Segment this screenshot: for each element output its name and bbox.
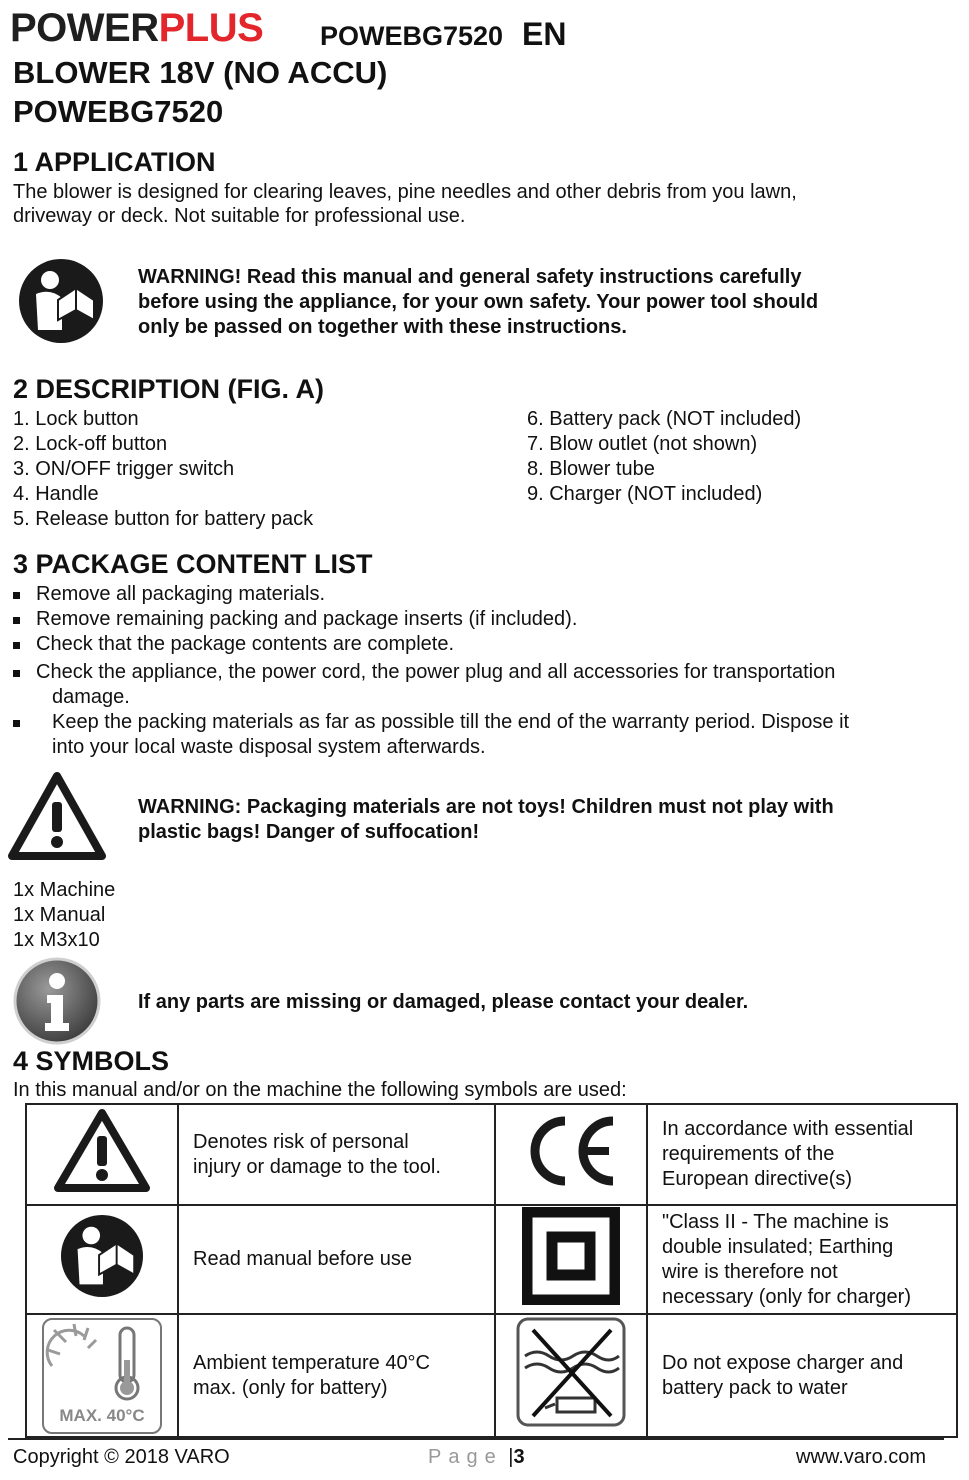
- symbol-description: [178, 1314, 495, 1437]
- bullet-text: Remove all packaging materials.: [36, 583, 326, 605]
- warning-packaging: [138, 795, 938, 845]
- bullet-marker: [13, 617, 20, 624]
- table-row: [26, 1104, 957, 1205]
- list-item: 1x Machine: [13, 879, 116, 901]
- list-item: 4. Handle: [13, 483, 99, 505]
- symbol-text-line: In accordance with essential: [662, 1118, 914, 1140]
- bullet-text: Check that the package contents are complete.: [36, 633, 455, 655]
- page-title-line2: POWEBG7520: [13, 94, 224, 129]
- package-contents: [13, 878, 115, 953]
- table-row: [26, 1314, 957, 1437]
- ce-mark-icon: [521, 1111, 621, 1191]
- symbol-text-line: Denotes risk of personal: [193, 1130, 409, 1153]
- list-item: 1x Manual: [13, 904, 106, 926]
- warning-line: WARNING! Read this manual and general safety instructions carefully: [138, 266, 802, 288]
- warning-triangle-icon: [8, 772, 106, 860]
- list-item: 3. ON/OFF trigger switch: [13, 458, 235, 480]
- list-item: 1x M3x10: [13, 929, 100, 951]
- bullet-item: [13, 660, 835, 710]
- symbol-cell: [26, 1314, 178, 1437]
- footer-website: www.varo.com: [796, 1446, 927, 1468]
- thermometer-icon: [42, 1318, 162, 1434]
- warning-read-manual: [138, 265, 938, 340]
- symbols-table: [25, 1103, 958, 1438]
- footer-page: [428, 1445, 525, 1470]
- brand-logo-part2: PLUS: [158, 6, 264, 50]
- section-heading-package: 3 PACKAGE CONTENT LIST: [13, 549, 373, 579]
- warning-triangle-icon: [52, 1108, 152, 1194]
- section-heading-application: 1 APPLICATION: [13, 147, 216, 177]
- symbols-intro: In this manual and/or on the machine the following symbols are used:: [13, 1079, 627, 1101]
- symbol-text-line: max. (only for battery): [193, 1376, 388, 1399]
- bullet-text: Check the appliance, the power cord, the power plug and all accessories for transportation: [36, 661, 836, 683]
- list-item: 2. Lock-off button: [13, 433, 168, 455]
- symbol-text-line: Do not expose charger and: [662, 1351, 904, 1374]
- footer-page-number: 3: [513, 1446, 525, 1468]
- no-water-icon: [515, 1316, 627, 1428]
- section-heading-description: 2 DESCRIPTION (FIG. A): [13, 374, 325, 404]
- bullet-item: [13, 710, 849, 760]
- symbol-description: [178, 1205, 495, 1314]
- read-manual-icon: [18, 258, 104, 344]
- bullet-item: [13, 582, 325, 607]
- read-manual-icon: [60, 1214, 144, 1298]
- warning-line: before using the appliance, for your own safety. Your power tool should: [138, 291, 819, 313]
- class-ii-icon: [522, 1207, 620, 1305]
- symbol-text-line: European directive(s): [662, 1168, 853, 1190]
- table-row: [26, 1205, 957, 1314]
- warning-line: only be passed on together with these instructions.: [138, 316, 627, 338]
- list-item: 6. Battery pack (NOT included): [527, 408, 802, 430]
- symbol-cell: [495, 1314, 647, 1437]
- description-list-left: [13, 407, 313, 532]
- symbol-text-line: "Class II - The machine is: [662, 1210, 889, 1233]
- application-text-line2: driveway or deck. Not suitable for professional use.: [13, 205, 466, 227]
- bullet-text: damage.: [52, 686, 130, 708]
- symbol-text-line: injury or damage to the tool.: [193, 1155, 441, 1178]
- bullet-item: [13, 632, 454, 657]
- symbol-cell: [26, 1205, 178, 1314]
- list-item: 5. Release button for battery pack: [13, 508, 314, 530]
- symbol-description: [647, 1205, 957, 1314]
- application-text-line1: The blower is designed for clearing leaves, pine needles and other debris from you lawn,: [13, 181, 797, 203]
- symbol-text-line: necessary (only for charger): [662, 1285, 911, 1308]
- symbol-text-line: Read manual before use: [193, 1248, 413, 1270]
- symbol-description: [647, 1314, 957, 1437]
- bullet-text: into your local waste disposal system afterwards.: [52, 736, 486, 758]
- bullet-marker: [13, 720, 20, 727]
- footer-page-separator: |: [508, 1446, 514, 1468]
- bullet-marker: [13, 592, 20, 599]
- brand-logo-part1: POWER: [10, 6, 159, 50]
- list-item: 1. Lock button: [13, 408, 139, 430]
- symbol-text-line: requirements of the: [662, 1143, 835, 1165]
- description-list-right: [527, 407, 801, 507]
- bullet-item: [13, 607, 577, 632]
- footer-copyright: Copyright © 2018 VARO: [13, 1446, 230, 1468]
- symbol-description: [647, 1104, 957, 1205]
- symbol-cell: [495, 1104, 647, 1205]
- bullet-marker: [13, 642, 20, 649]
- page-title-line1: BLOWER 18V (NO ACCU): [13, 55, 388, 90]
- header-model: POWEBG7520: [320, 21, 504, 51]
- symbol-cell: [26, 1104, 178, 1205]
- symbol-text-line: Ambient temperature 40°C: [193, 1351, 431, 1374]
- info-missing-parts: If any parts are missing or damaged, please contact your dealer.: [138, 991, 749, 1013]
- bullet-marker: [13, 670, 20, 677]
- symbol-text-line: battery pack to water: [662, 1376, 848, 1399]
- symbol-text-line: wire is therefore not: [662, 1260, 838, 1283]
- footer-divider: [8, 1438, 944, 1440]
- list-item: 9. Charger (NOT included): [527, 483, 763, 505]
- warning-line: WARNING: Packaging materials are not toys! Children must not play with: [138, 796, 834, 818]
- list-item: 8. Blower tube: [527, 458, 655, 480]
- symbol-text-line: double insulated; Earthing: [662, 1235, 894, 1258]
- thermometer-label: MAX. 40°C: [59, 1405, 145, 1425]
- header-language: EN: [522, 16, 567, 52]
- brand-logo: [10, 6, 263, 50]
- warning-line: plastic bags! Danger of suffocation!: [138, 821, 480, 843]
- section-heading-symbols: 4 SYMBOLS: [13, 1046, 170, 1076]
- symbol-cell: [495, 1205, 647, 1314]
- list-item: 7. Blow outlet (not shown): [527, 433, 758, 455]
- footer-page-label: Page: [428, 1446, 503, 1468]
- bullet-text: Keep the packing materials as far as possible till the end of the warranty period. Dispose it: [52, 711, 850, 733]
- bullet-text: Remove remaining packing and package inserts (if included).: [36, 608, 578, 630]
- info-icon: [13, 957, 101, 1045]
- symbol-description: [178, 1104, 495, 1205]
